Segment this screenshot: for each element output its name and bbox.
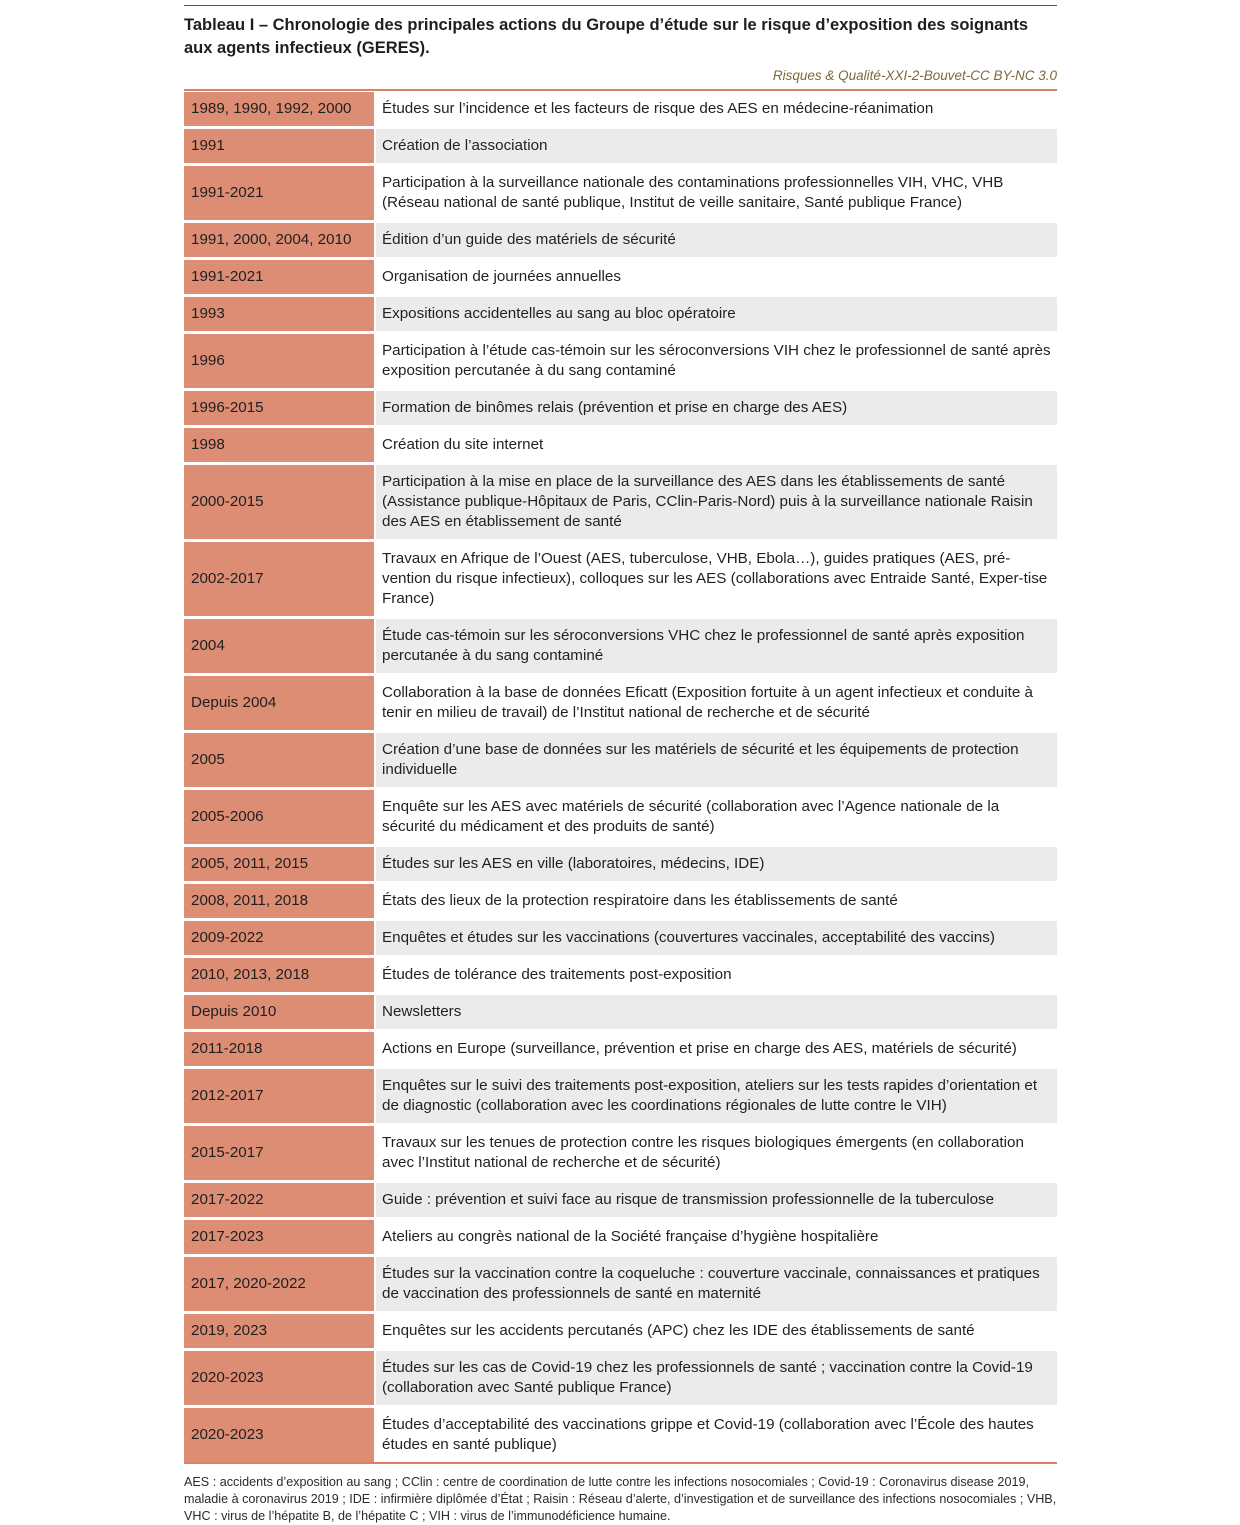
table-row [184, 1219, 1057, 1256]
table-row [184, 1031, 1057, 1068]
row-date: 2012-2017 [184, 1068, 375, 1125]
table-row [184, 1350, 1057, 1407]
row-description: Ateliers au congrès national de la Société française d’hygiène hospitalière [375, 1219, 1057, 1256]
table-row [184, 789, 1057, 846]
row-description: Collaboration à la base de données Eficatt (Exposition fortuite à un agent infectieux et conduite à tenir en milieu de travail) de l’Institut national de recherche et de sécurité [375, 675, 1057, 732]
table-row [184, 732, 1057, 789]
row-date: 1993 [184, 296, 375, 333]
row-description: États des lieux de la protection respiratoire dans les établissements de santé [375, 883, 1057, 920]
row-date: Depuis 2004 [184, 675, 375, 732]
table-credit: Risques & Qualité-XXI-2-Bouvet-CC BY-NC 3.0 [772, 68, 1057, 83]
row-description: Enquêtes et études sur les vaccinations (couvertures vaccinales, acceptabilité des vaccins) [375, 920, 1057, 957]
row-date: 2008, 2011, 2018 [184, 883, 375, 920]
table-row [184, 128, 1057, 165]
table-row [184, 1313, 1057, 1350]
row-description: Création d’une base de données sur les matériels de sécurité et les équipements de protection individuelle [375, 732, 1057, 789]
table-row [184, 333, 1057, 390]
table-row [184, 920, 1057, 957]
row-description: Formation de binômes relais (prévention et prise en charge des AES) [375, 390, 1057, 427]
row-date: 2017-2022 [184, 1182, 375, 1219]
row-description: Création de l’association [375, 128, 1057, 165]
row-description: Études sur la vaccination contre la coqueluche : couverture vaccinale, connaissances et pratiques de vaccination des professionnels de santé en maternité [375, 1256, 1057, 1313]
table-row [184, 464, 1057, 541]
table-row [184, 883, 1057, 920]
row-description: Études sur les AES en ville (laboratoires, médecins, IDE) [375, 846, 1057, 883]
row-description: Travaux sur les tenues de protection contre les risques biologiques émergents (en collaboration avec l’Institut national de recherche et de sécurité) [375, 1125, 1057, 1182]
row-date: 2017-2023 [184, 1219, 375, 1256]
table-row [184, 1125, 1057, 1182]
top-rule [184, 5, 1057, 6]
table-row [184, 390, 1057, 427]
row-description: Étude cas-témoin sur les séroconversions VHC chez le professionnel de santé après exposition percutanée à du sang contaminé [375, 618, 1057, 675]
row-date: 2015-2017 [184, 1125, 375, 1182]
row-description: Études sur les cas de Covid-19 chez les professionnels de santé ; vaccination contre la Covid-19 (collaboration avec Santé publique France) [375, 1350, 1057, 1407]
footnote: AES : accidents d’exposition au sang ; CClin : centre de coordination de lutte contre les infections nosocomiales ; Covid-19 : Coronavirus disease 2019, maladie à coronavirus 2019 ; IDE : infirmière diplômée d’État ; Raisin : Réseau d’alerte, d’investigation et de surveillance des infections nosocomiales ; VHB, VHC : virus de l’hépatite B, de l’hépatite C ; VIH : virus de l’immunodéficience humaine. [184, 1475, 1057, 1523]
table-row [184, 259, 1057, 296]
table-row [184, 541, 1057, 618]
row-date: 1991-2021 [184, 165, 375, 222]
row-description: Travaux en Afrique de l’Ouest (AES, tuberculose, VHB, Ebola…), guides pratiques (AES, pré-vention du risque infectieux), colloques sur les AES (collaborations avec Entraide Santé, Exper-tise France) [375, 541, 1057, 618]
row-description: Participation à la mise en place de la surveillance des AES dans les établissements de santé (Assistance publique-Hôpitaux de Paris, CClin-Paris-Nord) puis à la surveillance nationale Raisin des AES en établissement de santé [375, 464, 1057, 541]
row-date: 2020-2023 [184, 1350, 375, 1407]
row-description: Organisation de journées annuelles [375, 259, 1057, 296]
header-rule [184, 89, 1057, 91]
table-title: Tableau I – Chronologie des principales actions du Groupe d’étude sur le risque d’exposition des soignants aux agents infectieux (GERES). [184, 16, 1029, 57]
row-date: 1998 [184, 427, 375, 464]
row-date: 2009-2022 [184, 920, 375, 957]
table-row [184, 846, 1057, 883]
table-row [184, 675, 1057, 732]
row-date: 2002-2017 [184, 541, 375, 618]
table-row [184, 957, 1057, 994]
row-date: 2005, 2011, 2015 [184, 846, 375, 883]
row-description: Études de tolérance des traitements post-exposition [375, 957, 1057, 994]
row-date: 2000-2015 [184, 464, 375, 541]
table-row [184, 165, 1057, 222]
row-date: 1996 [184, 333, 375, 390]
row-description: Enquêtes sur les accidents percutanés (APC) chez les IDE des établissements de santé [375, 1313, 1057, 1350]
row-date: 1996-2015 [184, 390, 375, 427]
row-date: 1991, 2000, 2004, 2010 [184, 222, 375, 259]
row-description: Édition d’un guide des matériels de sécurité [375, 222, 1057, 259]
row-description: Guide : prévention et suivi face au risque de transmission professionnelle de la tuberculose [375, 1182, 1057, 1219]
row-date: 1991-2021 [184, 259, 375, 296]
row-description: Enquêtes sur le suivi des traitements post-exposition, ateliers sur les tests rapides d’orientation et de diagnostic (collaboration avec les coordinations régionales de lutte contre le VIH) [375, 1068, 1057, 1125]
table-row [184, 1407, 1057, 1463]
row-description: Création du site internet [375, 427, 1057, 464]
table-row [184, 427, 1057, 464]
row-date: 2020-2023 [184, 1407, 375, 1463]
row-date: 1989, 1990, 1992, 2000 [184, 92, 375, 128]
row-description: Études d’acceptabilité des vaccinations grippe et Covid-19 (collaboration avec l’École des hautes études en santé publique) [382, 1416, 1034, 1453]
row-date: 2010, 2013, 2018 [184, 957, 375, 994]
row-date: 2011-2018 [184, 1031, 375, 1068]
table-row [184, 994, 1057, 1031]
row-date: 2019, 2023 [184, 1313, 375, 1350]
table-row [184, 1182, 1057, 1219]
chronology-rows [184, 92, 1057, 1462]
row-description: Expositions accidentelles au sang au bloc opératoire [375, 296, 1057, 333]
row-date: Depuis 2010 [184, 994, 375, 1031]
row-description: Newsletters [375, 994, 1057, 1031]
row-date: 1991 [184, 128, 375, 165]
bottom-rule [184, 1462, 1057, 1464]
row-date: 2005-2006 [184, 789, 375, 846]
row-date: 2004 [184, 618, 375, 675]
row-description: Actions en Europe (surveillance, prévention et prise en charge des AES, matériels de sécurité) [375, 1031, 1057, 1068]
row-description: Participation à l’étude cas-témoin sur les séroconversions VIH chez le professionnel de santé après exposition percutanée à du sang contaminé [375, 333, 1057, 390]
table-row [184, 1256, 1057, 1313]
table-row [184, 296, 1057, 333]
table-row [184, 1068, 1057, 1125]
row-description: Participation à la surveillance nationale des contaminations professionnelles VIH, VHC, VHB (Réseau national de santé publique, Institut de veille sanitaire, Santé publique France) [375, 165, 1057, 222]
table-row [184, 222, 1057, 259]
row-date: 2017, 2020-2022 [184, 1256, 375, 1313]
table-row [184, 92, 1057, 128]
row-description: Études sur l’incidence et les facteurs de risque des AES en médecine-réanimation [375, 92, 1057, 128]
table-row [184, 618, 1057, 675]
chronology-table [184, 92, 1057, 1462]
row-description: Enquête sur les AES avec matériels de sécurité (collaboration avec l’Agence nationale de la sécurité du médicament et des produits de santé) [375, 789, 1057, 846]
row-date: 2005 [184, 732, 375, 789]
